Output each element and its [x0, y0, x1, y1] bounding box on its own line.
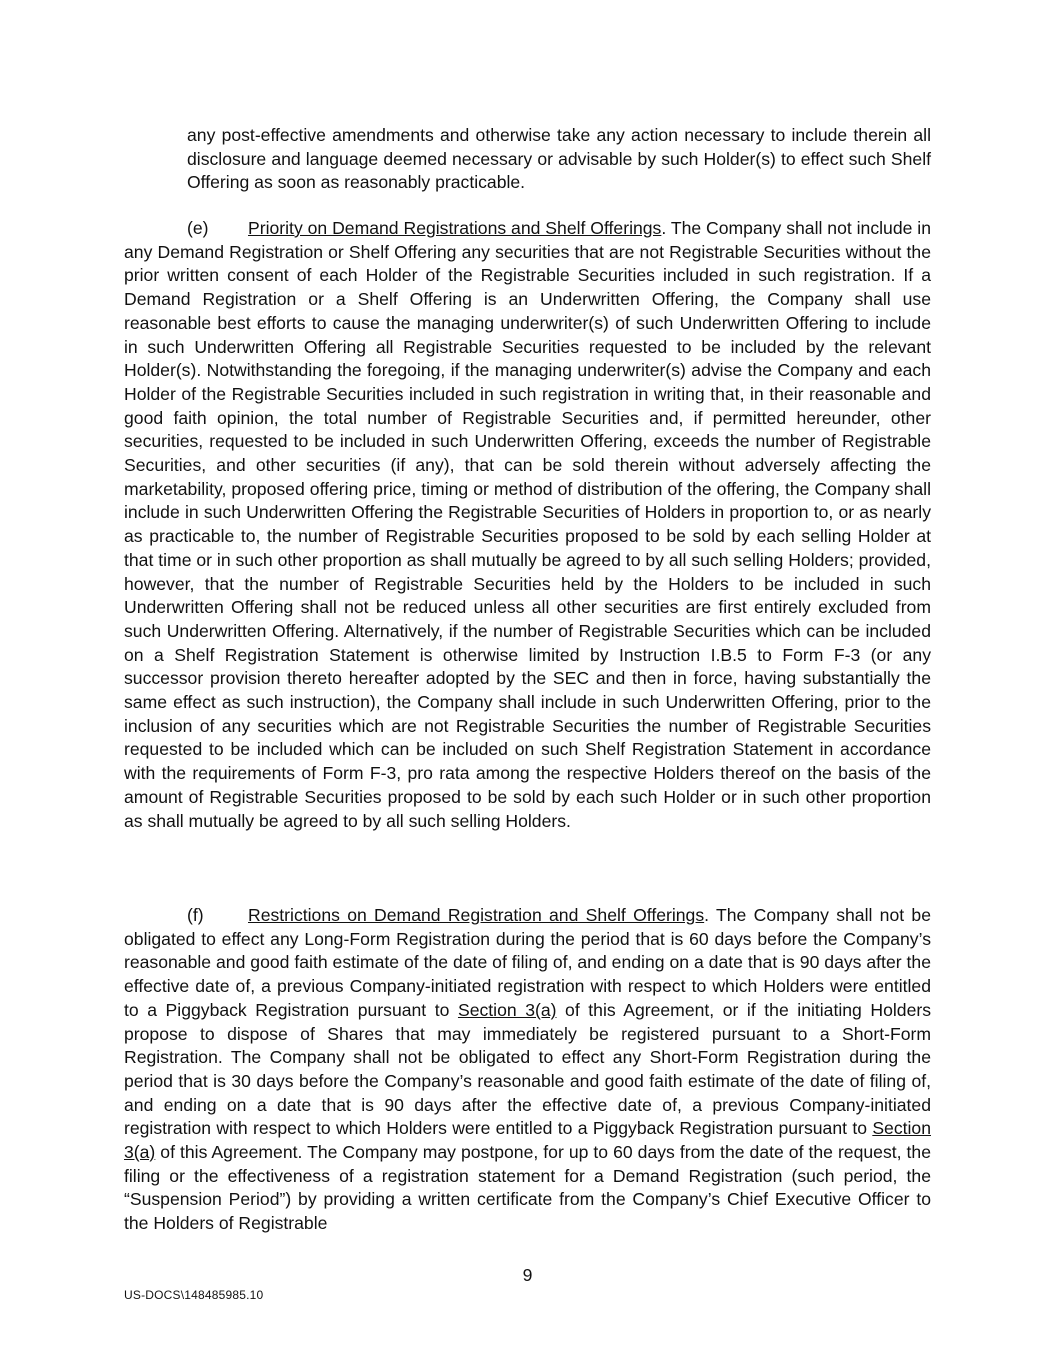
section-f-text-3: of this Agreement. The Company may postpone, for up to 60 days from the date of the request, the filing or the effectiveness of a registration statement for a Demand Registration (such period, the “Suspension Period”) by providing a written certificate from the Company’s Chief Executive Officer to the Holders of Registrable — [124, 1142, 931, 1234]
section-e-paragraph — [124, 217, 931, 833]
section-reference-link: Section 3(a) — [124, 1118, 931, 1163]
section-e-label: (e) — [187, 218, 209, 238]
section-reference-link: Section 3(a) — [457, 999, 557, 1020]
page-number: 9 — [522, 1265, 533, 1285]
section-f-label: (f) — [187, 905, 204, 925]
section-e-heading: Priority on Demand Registrations and Shelf Offerings — [248, 218, 662, 238]
document-id: US-DOCS\148485985.10 — [124, 1288, 264, 1302]
section-f-text-1: . The Company shall not be obligated to effect any Long-Form Registration during the period that is 60 days before the Company’s reasonable and good faith estimate of the date of filing of, and ending on a date that is 90 days after the effective date of, a previous Company-initiated registration with respect to which Holders were entitled to a Piggyback Registration pursuant to — [124, 905, 932, 1020]
section-e-text: . The Company shall not include in any Demand Registration or Shelf Offering any securities that are not Registrable Securities without the prior written consent of each Holder of the Registrable Securities included in such registration. If a Demand Registration or a Shelf Offering is an Underwritten Offering, the Company shall use reasonable best efforts to cause the managing underwriter(s) of such Underwritten Offering to include in such Underwritten Offering all Registrable Securities requested to be included by the relevant Holder(s). Notwithstanding the foregoing, if the managing underwriter(s) advise the Company and each Holder of the Registrable Securities included in such registration in writing that, in their reasonable and good faith opinion, the total number of Registrable Securities and, if permitted hereunder, other securities, requested to be included in such Underwritten Offering, exceeds the number of Registrable Securities, and other securities (if any), that can be sold therein without adversely affecting the marketability, proposed offering price, timing or method of distribution of the offering, the Company shall include in such Underwritten Offering the Registrable Securities of Holders in proportion to, or as nearly as practicable to, the number of Registrable Securities proposed to be sold by each selling Holder at that time or in such other proportion as shall mutually be agreed to by all such selling Holders; provided, however, that the number of Registrable Securities held by the Holders to be included in such Underwritten Offering shall not be reduced unless all other securities are first entirely excluded from such Underwritten Offering. Alternatively, if the number of Registrable Securities which can be included on a Shelf Registration Statement is otherwise limited by Instruction I.B.5 to Form F-3 (or any successor provision thereto hereafter adopted by the SEC and then in force, having substantially the same effect as such instruction), the Company shall include in such Underwritten Offering, prior to the inclusion of any securities which are not Registrable Securities the number of Registrable Securities requested to be included which can be included on such Shelf Registration Statement in accordance with the requirements of Form F-3, pro rata among the respective Holders thereof on the basis of the amount of Registrable Securities proposed to be sold by each such Holder or in such other proportion as shall mutually be agreed to by all such selling Holders. — [124, 218, 931, 831]
section-f-paragraph — [124, 904, 931, 1236]
continuation-paragraph: any post-effective amendments and otherwise take any action necessary to include therein all disclosure and language deemed necessary or advisable by such Holder(s) to effect such Shelf Offering as soon as reasonably practicable. — [187, 125, 931, 193]
section-f-text-2: of this Agreement, or if the initiating Holders propose to dispose of Shares that may immediately be registered pursuant to a Short-Form Registration. The Company shall not be obligated to effect any Short-Form Registration during the period that is 30 days before the Company’s reasonable and good faith estimate of the date of filing of, and ending on a date that is 90 days after the effective date of, a previous Company-initiated registration with respect to which Holders were entitled to a Piggyback Registration pursuant to — [124, 999, 932, 1139]
section-f-heading: Restrictions on Demand Registration and Shelf Offerings — [248, 905, 705, 925]
